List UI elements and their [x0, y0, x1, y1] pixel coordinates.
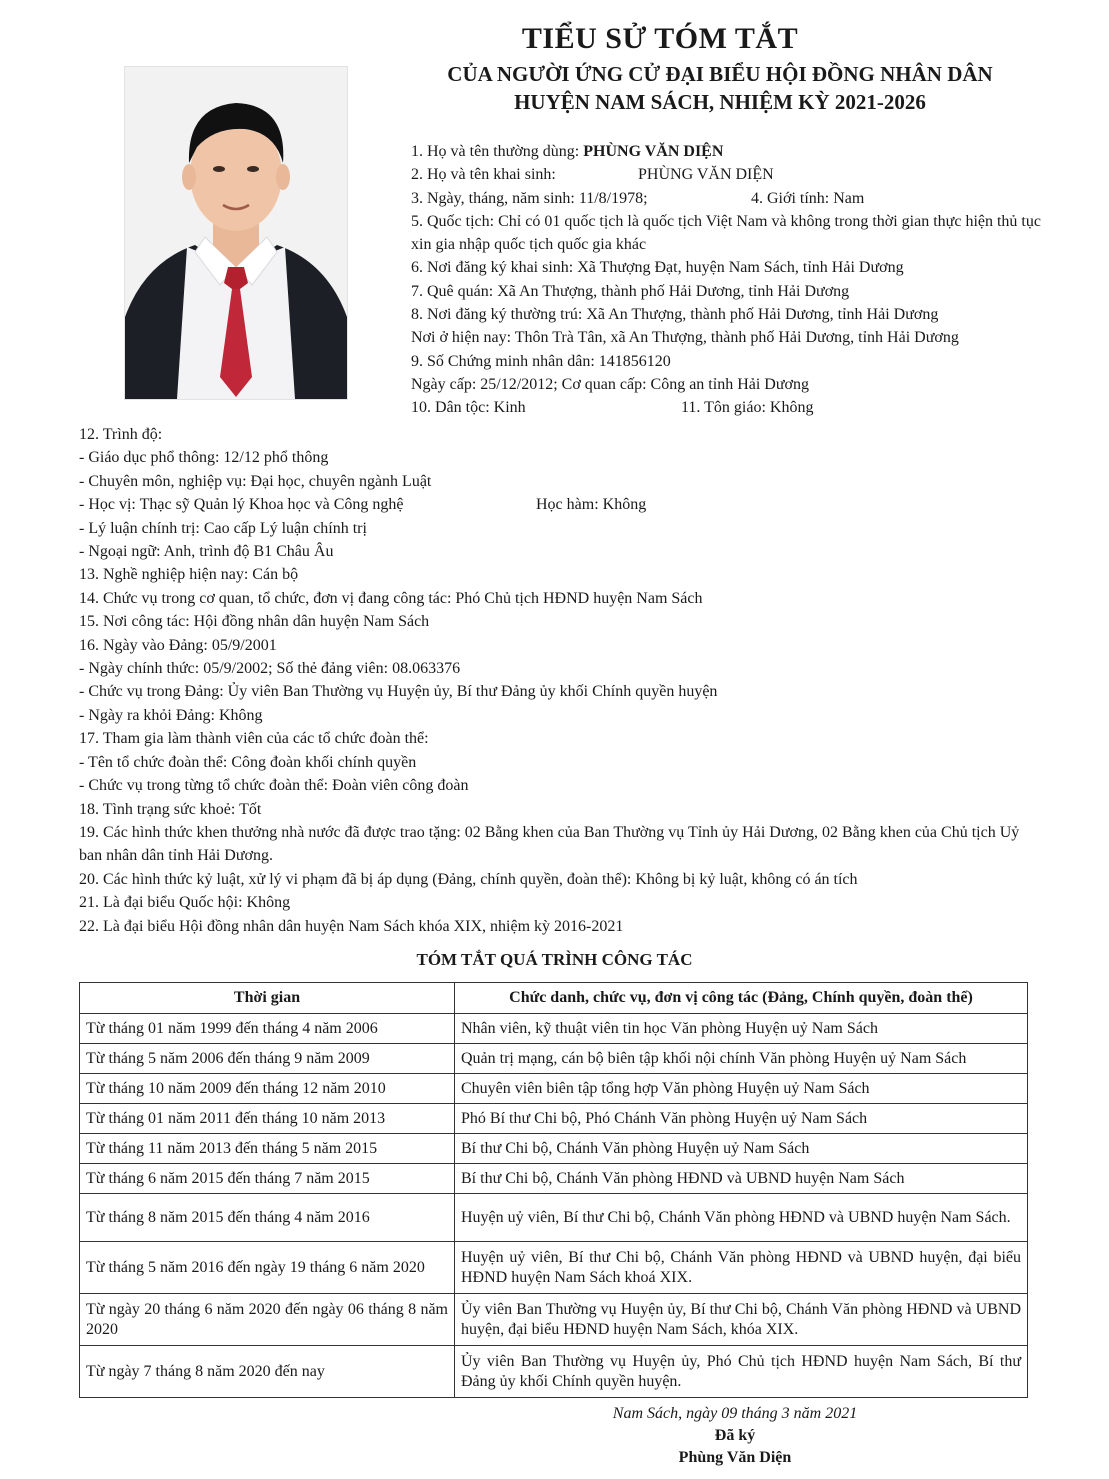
education-heading: 12. Trình độ: [79, 426, 163, 443]
time-cell: Từ tháng 6 năm 2015 đến tháng 7 năm 2015 [80, 1164, 455, 1194]
signer-name: Phùng Văn Diện [678, 1449, 792, 1466]
awards: 19. Các hình thức khen thưởng nhà nước đã được trao tặng: 02 Bằng khen của Ban Thường vụ Tỉnh ủy Hải Dương, 02 Bằng khen của Chủ tịch Uỷ ban nhân dân tỉnh Hải Dương. [79, 823, 1020, 865]
foreign-language: - Ngoại ngữ: Anh, trình độ B1 Châu Âu [79, 543, 334, 561]
birth-name-value: PHÙNG VĂN DIỆN [638, 166, 774, 184]
current-residence: Nơi ở hiện nay: Thôn Trà Tân, xã An Thượng, thành phố Hải Dương, tỉnh Hải Dương [411, 329, 959, 347]
table-row [80, 1134, 1028, 1164]
role-column-header: Chức danh, chức vụ, đơn vị công tác (Đảng, Chính quyền, đoàn thể) [455, 983, 1028, 1014]
religion: 11. Tôn giáo: Không [681, 399, 814, 417]
professional-qualification: - Chuyên môn, nghiệp vụ: Đại học, chuyên ngành Luật [79, 472, 432, 490]
political-theory: - Lý luận chính trị: Cao cấp Lý luận chính trị [79, 519, 367, 537]
work-history-table [79, 982, 1028, 1398]
discipline: 20. Các hình thức kỷ luật, xử lý vi phạm đã bị áp dụng (Đảng, chính quyền, đoàn thể): Không bị kỷ luật, không có án tích [79, 870, 858, 888]
time-column-header: Thời gian [80, 983, 455, 1014]
party-position: - Chức vụ trong Đảng: Ủy viên Ban Thường vụ Huyện ủy, Bí thư Đảng ủy khối Chính quyền huyện [79, 683, 718, 701]
council-delegate: 22. Là đại biểu Hội đồng nhân dân huyện Nam Sách khóa XIX, nhiệm kỳ 2016-2021 [79, 917, 624, 935]
signing-date: Nam Sách, ngày 09 tháng 3 năm 2021 [612, 1405, 858, 1422]
time-cell: Từ ngày 20 tháng 6 năm 2020 đến ngày 06 tháng 8 năm 2020 [80, 1294, 455, 1346]
time-cell: Từ tháng 8 năm 2015 đến tháng 4 năm 2016 [80, 1194, 455, 1242]
ethnicity: 10. Dân tộc: Kinh [411, 399, 526, 417]
nationality: 5. Quốc tịch: Chỉ có 01 quốc tịch là quốc tịch Việt Nam và không trong thời gian thực hiện thủ tục xin gia nhập quốc tịch quốc gia khác [411, 212, 1041, 254]
personal-info [411, 140, 1051, 420]
common-name-label: 1. Họ và tên thường dùng: [411, 143, 584, 160]
role-cell: Bí thư Chi bộ, Chánh Văn phòng HĐND và UBND huyện Nam Sách [455, 1164, 1028, 1194]
table-row [80, 1242, 1028, 1294]
details-section [79, 423, 1039, 938]
degree-line [79, 493, 1039, 516]
document-subtitle [390, 60, 1050, 116]
table-row [80, 1294, 1028, 1346]
birth-registration: 6. Nơi đăng ký khai sinh: Xã Thượng Đạt, huyện Nam Sách, tỉnh Hải Dương [411, 259, 904, 277]
party-official-date: - Ngày chính thức: 05/9/2002; Số thẻ đảng viên: 08.063376 [79, 660, 461, 678]
party-exit-date: - Ngày ra khỏi Đảng: Không [79, 706, 263, 724]
time-cell: Từ tháng 01 năm 1999 đến tháng 4 năm 2006 [80, 1014, 455, 1044]
work-history-title: TÓM TẮT QUÁ TRÌNH CÔNG TÁC [416, 950, 693, 969]
table-header-row [80, 983, 1028, 1014]
role-cell: Bí thư Chi bộ, Chánh Văn phòng Huyện uỷ Nam Sách [455, 1134, 1028, 1164]
portrait-photo [124, 66, 348, 400]
occupation: 13. Nghề nghiệp hiện nay: Cán bộ [79, 566, 299, 584]
time-cell: Từ ngày 7 tháng 8 năm 2020 đến nay [80, 1346, 455, 1398]
organization-name: - Tên tổ chức đoàn thể: Công đoàn khối chính quyền [79, 753, 417, 771]
info-line-2 [411, 163, 1051, 186]
party-join-date: 16. Ngày vào Đảng: 05/9/2001 [79, 636, 277, 654]
academic-title: Học hàm: Không [536, 496, 647, 514]
role-cell: Nhân viên, kỹ thuật viên tin học Văn phòng Huyện uỷ Nam Sách [455, 1014, 1028, 1044]
time-cell: Từ tháng 11 năm 2013 đến tháng 5 năm 2015 [80, 1134, 455, 1164]
common-name-value: PHÙNG VĂN DIỆN [583, 143, 724, 160]
table-row [80, 1164, 1028, 1194]
role-cell: Huyện uỷ viên, Bí thư Chi bộ, Chánh Văn phòng HĐND và UBND huyện Nam Sách. [455, 1194, 1028, 1242]
permanent-residence: 8. Nơi đăng ký thường trú: Xã An Thượng, thành phố Hải Dương, tỉnh Hải Dương [411, 306, 939, 324]
role-cell: Ủy viên Ban Thường vụ Huyện ủy, Phó Chủ tịch HĐND huyện Nam Sách, Bí thư Đảng ủy khối Chính quyền huyện. [455, 1346, 1028, 1398]
birth-name-label: 2. Họ và tên khai sinh: [411, 166, 556, 184]
id-issue: Ngày cấp: 25/12/2012; Cơ quan cấp: Công an tỉnh Hải Dương [411, 375, 809, 393]
table-row [80, 1074, 1028, 1104]
workplace: 15. Nơi công tác: Hội đồng nhân dân huyện Nam Sách [79, 613, 430, 631]
time-cell: Từ tháng 5 năm 2006 đến tháng 9 năm 2009 [80, 1044, 455, 1074]
table-row [80, 1194, 1028, 1242]
organization-role: - Chức vụ trong từng tổ chức đoàn thể: Đoàn viên công đoàn [79, 777, 469, 795]
info-line-3 [411, 187, 1051, 210]
subtitle-line-1: CỦA NGƯỜI ỨNG CỬ ĐẠI BIỂU HỘI ĐỒNG NHÂN DÂN [447, 62, 993, 86]
organizations-heading: 17. Tham gia làm thành viên của các tổ chức đoàn thể: [79, 730, 429, 748]
table-row [80, 1346, 1028, 1398]
position: 14. Chức vụ trong cơ quan, tổ chức, đơn vị đang công tác: Phó Chủ tịch HĐND huyện Nam Sách [79, 589, 703, 607]
hometown: 7. Quê quán: Xã An Thượng, thành phố Hải Dương, tỉnh Hải Dương [411, 282, 850, 300]
role-cell: Ủy viên Ban Thường vụ Huyện ủy, Bí thư Chi bộ, Chánh Văn phòng HĐND và UBND huyện, đại biểu HĐND huyện Nam Sách, khóa XIX. [455, 1294, 1028, 1346]
subtitle-line-2: HUYỆN NAM SÁCH, NHIỆM KỲ 2021-2026 [514, 90, 926, 114]
academic-degree: - Học vị: Thạc sỹ Quản lý Khoa học và Công nghệ [79, 496, 404, 514]
document-title: TIỂU SỬ TÓM TẮT [521, 22, 799, 55]
signed-label: Đã ký [714, 1427, 756, 1444]
id-number: 9. Số Chứng minh nhân dân: 141856120 [411, 352, 671, 370]
time-cell: Từ tháng 01 năm 2011 đến tháng 10 năm 2013 [80, 1104, 455, 1134]
role-cell: Chuyên viên biên tập tổng hợp Văn phòng Huyện uỷ Nam Sách [455, 1074, 1028, 1104]
national-assembly-delegate: 21. Là đại biểu Quốc hội: Không [79, 894, 291, 912]
health-status: 18. Tình trạng sức khoẻ: Tốt [79, 800, 262, 818]
role-cell: Huyện uỷ viên, Bí thư Chi bộ, Chánh Văn phòng HĐND và UBND huyện, đại biểu HĐND huyện Nam Sách khoá XIX. [455, 1242, 1028, 1294]
time-cell: Từ tháng 10 năm 2009 đến tháng 12 năm 2010 [80, 1074, 455, 1104]
gender: 4. Giới tính: Nam [751, 189, 865, 207]
birth-date: 3. Ngày, tháng, năm sinh: 11/8/1978; [411, 189, 648, 207]
signature-block [560, 1403, 910, 1469]
portrait-illustration [125, 67, 347, 399]
info-line-1 [411, 140, 1051, 163]
role-cell: Quản trị mạng, cán bộ biên tập khối nội chính Văn phòng Huyện uỷ Nam Sách [455, 1044, 1028, 1074]
table-row [80, 1044, 1028, 1074]
table-row [80, 1104, 1028, 1134]
general-education: - Giáo dục phổ thông: 12/12 phổ thông [79, 449, 329, 467]
time-cell: Từ tháng 5 năm 2016 đến ngày 19 tháng 6 năm 2020 [80, 1242, 455, 1294]
role-cell: Phó Bí thư Chi bộ, Phó Chánh Văn phòng Huyện uỷ Nam Sách [455, 1104, 1028, 1134]
info-line-10 [411, 396, 1051, 419]
table-row [80, 1014, 1028, 1044]
